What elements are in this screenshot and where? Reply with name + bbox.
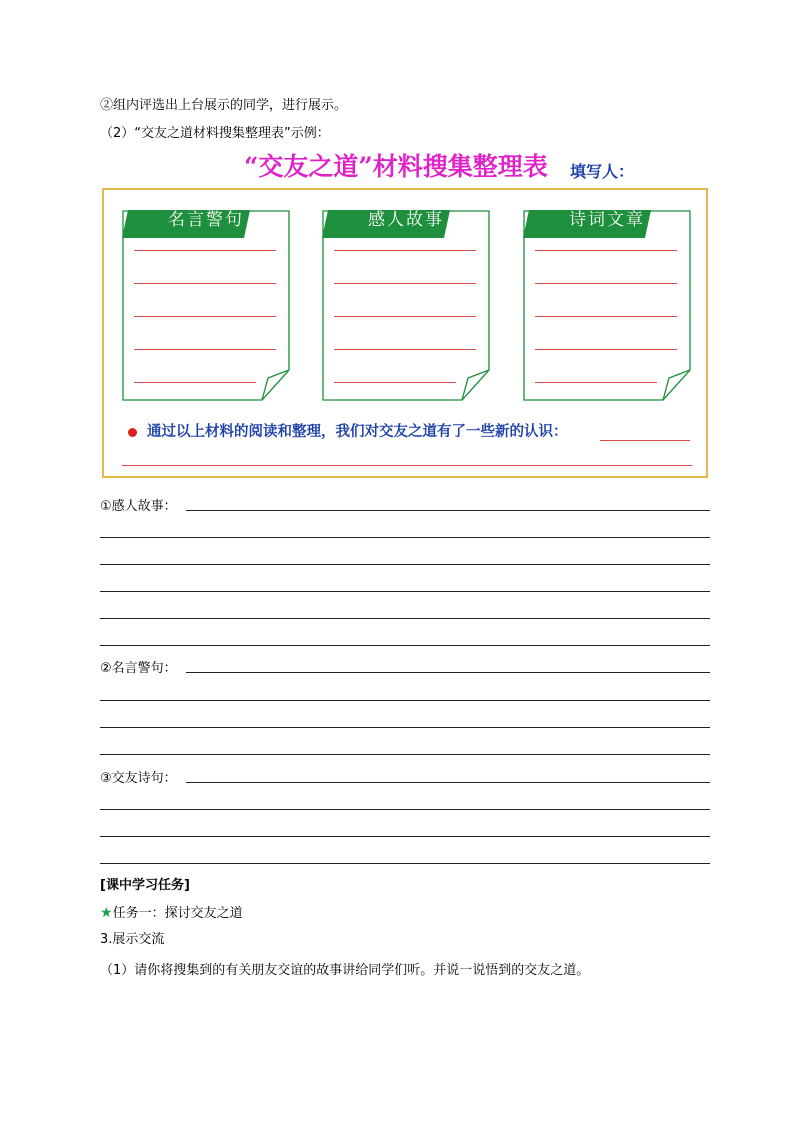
- write-line[interactable]: [600, 440, 690, 441]
- note-paper-icon: [122, 210, 290, 402]
- intro-example: （2）“交友之道材料搜集整理表”示例：: [100, 126, 330, 141]
- card-poems: [523, 210, 691, 400]
- intro-step2: ②组内评选出上台展示的同学，进行展示。: [100, 98, 348, 113]
- answer-label-poems: ③交友诗句：: [100, 771, 177, 786]
- write-line[interactable]: [134, 382, 256, 383]
- write-line[interactable]: [535, 382, 657, 383]
- task-one: ★任务一：探讨交友之道: [100, 905, 243, 921]
- write-line[interactable]: [122, 465, 692, 466]
- write-line[interactable]: [535, 349, 677, 350]
- answer-line[interactable]: [100, 727, 710, 728]
- section-heading: [课中学习任务]: [100, 878, 190, 893]
- answer-line[interactable]: [100, 645, 710, 646]
- write-line[interactable]: [535, 283, 677, 284]
- write-line[interactable]: [334, 283, 476, 284]
- write-line[interactable]: [134, 283, 276, 284]
- answer-label-quotes: ②名言警句：: [100, 661, 177, 676]
- card-quotes: [122, 210, 290, 400]
- bullet-dot-icon: [128, 428, 137, 437]
- write-line[interactable]: [134, 250, 276, 251]
- card-label: 名言警句: [168, 210, 244, 230]
- answer-label-stories: ①感人故事：: [100, 499, 177, 514]
- write-line[interactable]: [535, 250, 677, 251]
- write-line[interactable]: [134, 316, 276, 317]
- answer-line[interactable]: [186, 672, 710, 673]
- answer-line[interactable]: [100, 809, 710, 810]
- note-paper-icon: [322, 210, 490, 402]
- write-line[interactable]: [334, 250, 476, 251]
- item-3: 3.展示交流: [100, 932, 165, 947]
- card-label: 诗词文章: [569, 210, 645, 230]
- answer-line[interactable]: [186, 782, 710, 783]
- answer-line[interactable]: [100, 564, 710, 565]
- answer-line[interactable]: [186, 510, 710, 511]
- answer-line[interactable]: [100, 591, 710, 592]
- answer-line[interactable]: [100, 754, 710, 755]
- item-3-1: （1）请你将搜集到的有关朋友交谊的故事讲给同学们听。并说一说悟到的交友之道。: [100, 963, 590, 978]
- card-stories: [322, 210, 490, 400]
- card-label: 感人故事: [368, 210, 444, 230]
- write-line[interactable]: [334, 316, 476, 317]
- write-line[interactable]: [134, 349, 276, 350]
- table-note: 通过以上材料的阅读和整理，我们对交友之道有了一些新的认识：: [147, 423, 568, 440]
- write-line[interactable]: [334, 382, 456, 383]
- answer-line[interactable]: [100, 537, 710, 538]
- answer-line[interactable]: [100, 836, 710, 837]
- filler-label: 填写人：: [570, 162, 635, 181]
- star-icon: ★: [100, 905, 113, 921]
- note-paper-icon: [523, 210, 691, 402]
- write-line[interactable]: [334, 349, 476, 350]
- answer-line[interactable]: [100, 863, 710, 864]
- answer-line[interactable]: [100, 700, 710, 701]
- table-title: “交友之道”材料搜集整理表: [244, 152, 548, 181]
- write-line[interactable]: [535, 316, 677, 317]
- answer-line[interactable]: [100, 618, 710, 619]
